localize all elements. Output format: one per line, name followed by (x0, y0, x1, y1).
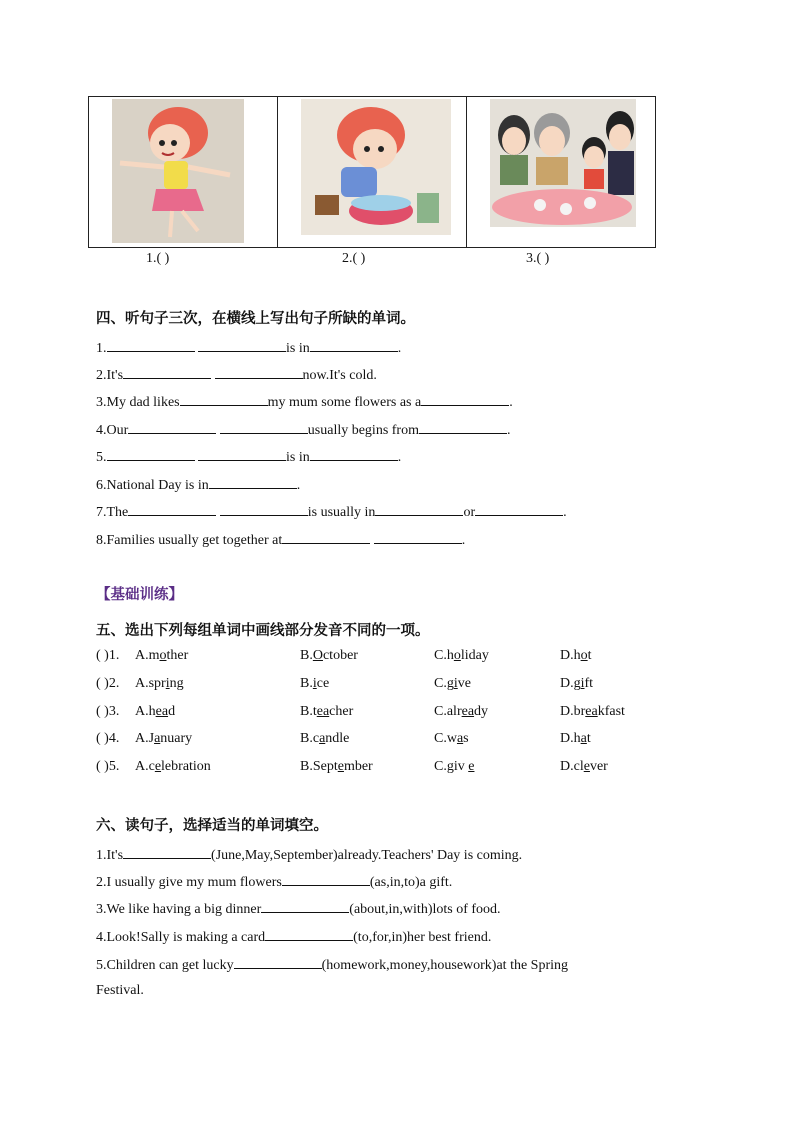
washing-girl-picture (301, 99, 451, 235)
underlined-letters: ea (155, 704, 169, 719)
basic-training-badge: 【基础训练】 (96, 587, 183, 603)
answer-blank[interactable] (234, 956, 322, 969)
answer-blank[interactable] (419, 421, 507, 434)
underlined-letters: ea (585, 704, 598, 719)
underlined-letters: o (159, 648, 167, 663)
s6-line-5: 5.Children can get lucky (homework,money,housework)at the Spring (96, 958, 569, 973)
option-a: A.spring (135, 676, 184, 691)
answer-blank[interactable] (123, 366, 211, 379)
underlined-letters: e (154, 759, 162, 774)
underlined-letters: a (319, 731, 326, 746)
s4-line-3: 3.My dad likes my mum some flowers as a . (96, 395, 513, 410)
underlined-letters: ea (461, 704, 475, 719)
picture-label-2: 2.( ) (342, 251, 366, 266)
family-dinner-picture (490, 99, 636, 227)
option-c: C.giv e (434, 759, 475, 774)
s4-line-5: 5. is in . (96, 450, 402, 465)
s4-line-4: 4.Our usually begins from . (96, 423, 511, 438)
picture-table (88, 96, 656, 248)
underlined-letters: o (453, 648, 461, 663)
underlined-letters: e (583, 759, 590, 774)
underlined-letters: ea (316, 704, 330, 719)
answer-blank[interactable] (198, 448, 286, 461)
picture-label-1: 1.( ) (146, 251, 170, 266)
underlined-letters: e (468, 759, 475, 774)
underlined-letters: i (165, 676, 170, 691)
answer-bracket[interactable]: ( )1. (96, 648, 120, 663)
option-a: A.January (135, 731, 193, 746)
picture-cell-3 (467, 97, 655, 247)
answer-blank[interactable] (475, 503, 563, 516)
s4-line-2: 2.It's now.It's cold. (96, 368, 377, 383)
option-d: D.hat (560, 731, 591, 746)
answer-bracket[interactable]: ( )4. (96, 731, 120, 746)
section-5-title: 五、选出下列每组单词中画线部分发音不同的一项。 (96, 623, 430, 639)
option-b: B.ice (300, 676, 330, 691)
underlined-letters: e (337, 759, 344, 774)
option-c: C.was (434, 731, 469, 746)
option-a: A.mother (135, 648, 189, 663)
dancing-girl-picture (112, 99, 244, 243)
s4-line-1: 1. is in . (96, 341, 402, 356)
answer-blank[interactable] (107, 339, 195, 352)
underlined-letters: O (312, 648, 323, 663)
answer-blank[interactable] (282, 873, 370, 886)
answer-blank[interactable] (375, 503, 463, 516)
s6-line-4: 4.Look!Sally is making a card (to,for,in)her best friend. (96, 930, 492, 945)
section-4-title: 四、听句子三次，在横线上写出句子所缺的单词。 (96, 311, 415, 327)
option-d: D.clever (560, 759, 608, 774)
picture-cell-1 (89, 97, 278, 247)
option-a: A.celebration (135, 759, 211, 774)
option-b: B.teacher (300, 704, 354, 719)
underlined-letters: i (312, 676, 317, 691)
s4-line-7: 7.The is usually in or . (96, 505, 567, 520)
answer-blank[interactable] (220, 503, 308, 516)
underlined-letters: i (453, 676, 458, 691)
answer-blank[interactable] (310, 448, 398, 461)
option-d: D.hot (560, 648, 592, 663)
s6-line-3: 3.We like having a big dinner (about,in,with)lots of food. (96, 902, 501, 917)
answer-blank[interactable] (209, 476, 297, 489)
answer-blank[interactable] (282, 531, 370, 544)
answer-blank[interactable] (265, 928, 353, 941)
answer-blank[interactable] (107, 448, 195, 461)
option-a: A.head (135, 704, 176, 719)
option-d: D.breakfast (560, 704, 625, 719)
underlined-letters: i (580, 676, 585, 691)
answer-blank[interactable] (374, 531, 462, 544)
picture-label-3: 3.( ) (526, 251, 550, 266)
answer-blank[interactable] (421, 393, 509, 406)
underlined-letters: a (154, 731, 161, 746)
answer-bracket[interactable]: ( )5. (96, 759, 120, 774)
s6-continuation: Festival. (96, 983, 144, 998)
s6-line-1: 1.It's (June,May,September)already.Teachers' Day is coming. (96, 848, 523, 863)
option-b: B.September (300, 759, 373, 774)
option-d: D.gift (560, 676, 594, 691)
underlined-letters: o (580, 648, 588, 663)
answer-blank[interactable] (310, 339, 398, 352)
s4-line-6: 6.National Day is in . (96, 478, 301, 493)
option-b: B.October (300, 648, 358, 663)
answer-blank[interactable] (198, 339, 286, 352)
option-c: C.holiday (434, 648, 489, 663)
answer-blank[interactable] (215, 366, 303, 379)
answer-blank[interactable] (128, 503, 216, 516)
answer-blank[interactable] (220, 421, 308, 434)
answer-blank[interactable] (180, 393, 268, 406)
underlined-letters: a (580, 731, 587, 746)
underlined-letters: a (456, 731, 464, 746)
answer-bracket[interactable]: ( )3. (96, 704, 120, 719)
answer-blank[interactable] (128, 421, 216, 434)
s4-line-8: 8.Families usually get together at . (96, 533, 466, 548)
answer-blank[interactable] (261, 900, 349, 913)
answer-blank[interactable] (123, 846, 211, 859)
option-c: C.already (434, 704, 489, 719)
s6-line-2: 2.I usually give my mum flowers (as,in,to)a gift. (96, 875, 453, 890)
option-c: C.give (434, 676, 471, 691)
option-b: B.candle (300, 731, 350, 746)
picture-cell-2 (278, 97, 467, 247)
answer-bracket[interactable]: ( )2. (96, 676, 120, 691)
section-6-title: 六、读句子，选择适当的单词填空。 (96, 818, 328, 834)
